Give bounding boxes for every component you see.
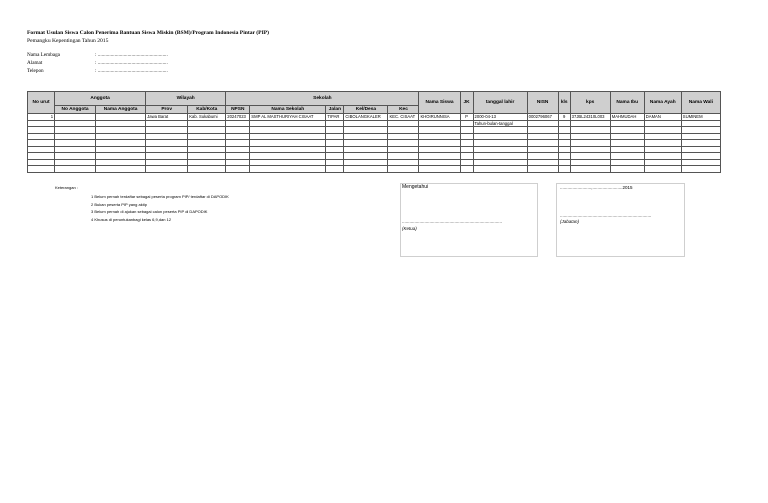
cell-nama-wali: SUMINEM — [681, 114, 720, 121]
header-jk: JK — [460, 92, 473, 114]
header-kab-kota: Kab/Kota — [188, 106, 226, 114]
identity-label: Alamat — [27, 60, 43, 66]
note-item: 3 Belum pernah di ajukan sebagai calon peserta PIP di DAPODIK — [91, 209, 208, 214]
header-kel-desa: Kel/Desa — [344, 106, 388, 114]
note-item: 4 Khusus di peruntukanbagi kelas 6,9,dan 12 — [91, 216, 172, 222]
cell-nama-ayah: DAMAN — [644, 114, 681, 121]
cell-prov: Jawa Barat — [146, 114, 188, 121]
header-nama-ibu: Nama Ibu — [610, 92, 644, 114]
header-nama-ayah: Nama Ayah — [644, 92, 681, 114]
header-tanggal-lahir: tanggal lahir — [473, 92, 527, 114]
signature-right-dots: ......................................................................... — [560, 213, 652, 218]
signature-right-date: .........................,........................2015 — [560, 185, 633, 190]
cell-no: 1 — [28, 114, 55, 121]
header-nama-anggota: Nama Anggota — [96, 106, 146, 114]
cell-kls: 9 — [558, 114, 570, 121]
cell-kab-kota: Kab. Sukabumi — [188, 114, 226, 121]
header-jalan: Jalan — [326, 106, 344, 114]
header-prov: Prov — [146, 106, 188, 114]
header-kps: kps — [570, 92, 610, 114]
identity-label: Nama Lembaga — [27, 52, 60, 58]
cell-jk: P — [460, 114, 473, 121]
identity-label: Telepon — [27, 68, 44, 74]
document-title: Format Usulan Siswa Calon Penerima Bantuan Siswa Miskin (BSM)/Program Indonesia Pintar (PIP) — [27, 30, 270, 36]
header-wilayah: Wilayah — [146, 92, 226, 106]
cell-kps: 37JBL24310L003 — [570, 114, 610, 121]
table-row — [28, 166, 721, 173]
student-table — [27, 91, 721, 173]
signature-right-role: (Jabatan) — [560, 219, 580, 224]
identity-row-telepon — [27, 68, 168, 74]
header-nama-sekolah: Nama Sekolah — [250, 106, 326, 114]
signature-left-role: (Ketua) — [402, 226, 417, 231]
cell-nama-sekolah: SMP AL MASTHURIYAH CISAAT — [250, 114, 326, 121]
signature-box-left — [400, 183, 538, 257]
cell-jalan: TIPAR — [326, 114, 344, 121]
note-item: 2 Bukan peserta PIP yang aktip — [91, 201, 147, 207]
cell-npsn: 20247023 — [226, 114, 250, 121]
cell-nama-siswa: KHOIRUNNISA — [419, 114, 460, 121]
notes-list — [91, 193, 229, 223]
cell-nama-ibu: MAHMUDAH — [610, 114, 644, 121]
cell-tanggal-lahir: 2000-04-13 — [473, 114, 527, 121]
cell-kel-desa: CIBOLANGKALER — [344, 114, 388, 121]
identity-row-nama-lembaga — [27, 52, 168, 58]
header-no-anggota: No Anggota — [55, 106, 96, 114]
note-item: 1 Belum pernah terdaftar sebagai peserta program PIP/ terdaftar di DAPODIK — [91, 194, 229, 199]
identity-value: : ...................................................... — [95, 52, 168, 58]
cell-tanggal-lahir-hint: Tahun-bulan-tanggal — [473, 120, 527, 127]
header-nama-wali: Nama Wali — [681, 92, 720, 114]
header-nama-siswa: Nama Siswa — [419, 92, 460, 114]
header-nisn: NISN — [527, 92, 558, 114]
cell-kec: KEC. CISAAT — [388, 114, 419, 121]
header-kec: Kec — [388, 106, 419, 114]
cell-nisn: 0002796067 — [527, 114, 558, 121]
signature-left-dots: ................................................................................ — [402, 219, 503, 224]
header-npsn: NPSN — [226, 106, 250, 114]
header-kls: kls — [558, 92, 570, 114]
header-anggota: Anggota — [55, 92, 146, 106]
identity-row-alamat — [27, 60, 168, 66]
document-subtitle: Pemangku Kepentingan Tahun 2015 — [27, 38, 109, 44]
identity-value: : ...................................................... — [95, 60, 168, 66]
signature-left-heading: Mengetahui — [402, 184, 429, 190]
identity-value: : ...................................................... — [95, 68, 168, 74]
signature-box-right — [556, 183, 685, 257]
notes-heading: Keterangan : — [55, 185, 78, 190]
header-no-urut: No urut — [28, 92, 55, 114]
header-sekolah: Sekolah — [226, 92, 419, 106]
